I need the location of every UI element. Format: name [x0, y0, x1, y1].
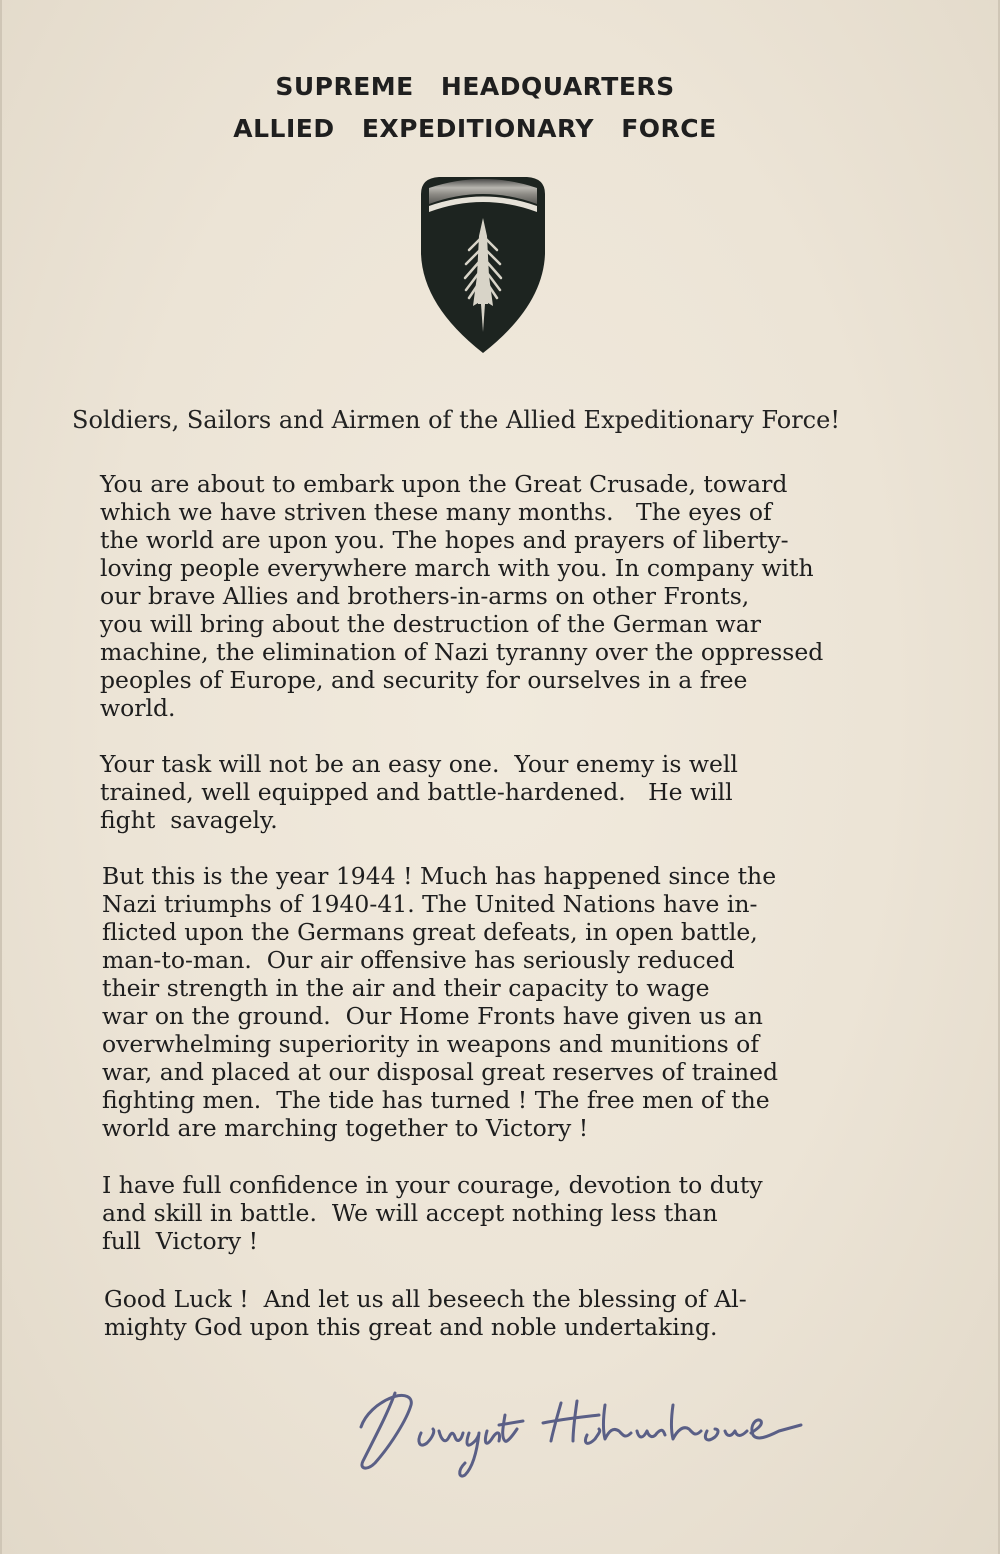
- text-line: war on the ground. Our Home Fronts have given us an: [102, 1002, 763, 1030]
- header-line-1: SUPREME HEADQUARTERS: [275, 72, 675, 101]
- text-line: fighting men. The tide has turned ! The free men of the: [102, 1086, 770, 1114]
- text-line: Nazi triumphs of 1940-41. The United Nations have in-: [102, 890, 758, 918]
- text-line: and skill in battle. We will accept nothing less than: [102, 1199, 718, 1227]
- text-line: mighty God upon this great and noble undertaking.: [104, 1313, 718, 1341]
- text-line: their strength in the air and their capacity to wage: [102, 974, 710, 1002]
- paragraph-5: [104, 1285, 864, 1341]
- text-line: fight savagely.: [100, 806, 278, 834]
- text-line: Your task will not be an easy one. Your enemy is well: [100, 750, 738, 778]
- paragraph-1: [100, 470, 860, 722]
- text-line: world.: [100, 694, 176, 722]
- paragraph-3: [102, 862, 862, 1142]
- salutation: Soldiers, Sailors and Airmen of the Allied Expeditionary Force!: [72, 406, 840, 434]
- text-line: full Victory !: [102, 1227, 259, 1255]
- text-line: You are about to embark upon the Great Crusade, toward: [100, 470, 788, 498]
- text-line: But this is the year 1944 ! Much has happened since the: [102, 862, 777, 890]
- text-line: trained, well equipped and battle-hardened. He will: [100, 778, 733, 806]
- text-line: the world are upon you. The hopes and prayers of liberty-: [100, 526, 789, 554]
- text-line: loving people everywhere march with you. In company with: [100, 554, 814, 582]
- text-line: you will bring about the destruction of the German war: [100, 610, 761, 638]
- paragraph-2: [100, 750, 860, 834]
- text-line: world are marching together to Victory !: [102, 1114, 589, 1142]
- text-line: overwhelming superiority in weapons and munitions of: [102, 1030, 760, 1058]
- text-line: man-to-man. Our air offensive has seriously reduced: [102, 946, 735, 974]
- paragraph-4: [102, 1171, 862, 1255]
- text-line: flicted upon the Germans great defeats, in open battle,: [102, 918, 758, 946]
- text-line: Good Luck ! And let us all beseech the blessing of Al-: [104, 1285, 747, 1313]
- text-line: machine, the elimination of Nazi tyranny over the oppressed: [100, 638, 824, 666]
- header-line-2: ALLIED EXPEDITIONARY FORCE: [233, 114, 717, 143]
- signature: [347, 1375, 817, 1485]
- text-line: war, and placed at our disposal great reserves of trained: [102, 1058, 779, 1086]
- text-line: our brave Allies and brothers-in-arms on other Fronts,: [100, 582, 750, 610]
- text-line: I have full confidence in your courage, devotion to duty: [102, 1171, 763, 1199]
- text-line: peoples of Europe, and security for ourselves in a free: [100, 666, 748, 694]
- text-line: which we have striven these many months. The eyes of: [100, 498, 772, 526]
- shaef-shoulder-patch-icon: [419, 176, 547, 354]
